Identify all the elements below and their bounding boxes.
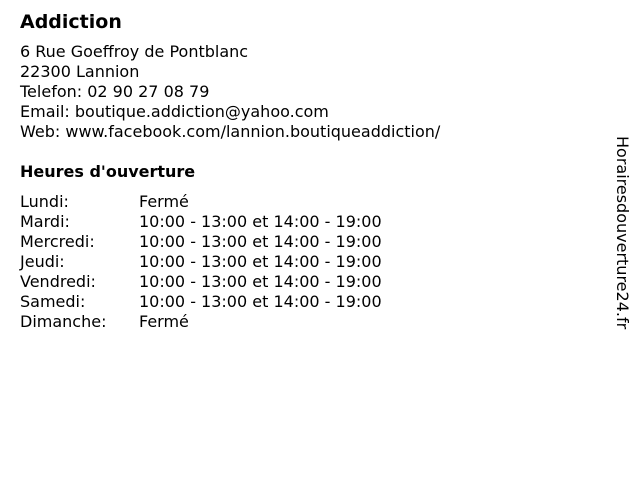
day-hours: 10:00 - 13:00 et 14:00 - 19:00 — [139, 232, 382, 251]
email-line: Email: boutique.addiction@yahoo.com — [20, 102, 329, 121]
day-hours: Fermé — [139, 312, 189, 331]
day-hours: 10:00 - 13:00 et 14:00 - 19:00 — [139, 252, 382, 271]
opening-hours-heading: Heures d'ouverture — [20, 162, 196, 181]
day-label: Jeudi: — [20, 252, 65, 271]
phone-line: Telefon: 02 90 27 08 79 — [20, 82, 210, 101]
day-label: Vendredi: — [20, 272, 96, 291]
hours-row-vendredi — [20, 272, 600, 292]
day-label: Mardi: — [20, 212, 70, 231]
hours-row-jeudi — [20, 252, 600, 272]
day-label: Samedi: — [20, 292, 86, 311]
day-label: Lundi: — [20, 192, 69, 211]
hours-row-mardi — [20, 212, 600, 232]
address-city: 22300 Lannion — [20, 62, 140, 81]
hours-row-samedi — [20, 292, 600, 312]
day-hours: 10:00 - 13:00 et 14:00 - 19:00 — [139, 292, 382, 311]
day-label: Mercredi: — [20, 232, 95, 251]
opening-hours-table — [20, 192, 600, 332]
day-hours: Fermé — [139, 192, 189, 211]
day-label: Dimanche: — [20, 312, 107, 331]
hours-row-dimanche — [20, 312, 600, 332]
day-hours: 10:00 - 13:00 et 14:00 - 19:00 — [139, 212, 382, 231]
day-hours: 10:00 - 13:00 et 14:00 - 19:00 — [139, 272, 382, 291]
business-card — [20, 10, 600, 332]
business-name: Addiction — [20, 11, 122, 33]
site-watermark: Horairesdouverture24.fr — [613, 136, 632, 330]
web-line: Web: www.facebook.com/lannion.boutiqueaddiction/ — [20, 122, 441, 141]
address-street: 6 Rue Goeffroy de Pontblanc — [20, 42, 249, 61]
hours-row-lundi — [20, 192, 600, 212]
hours-row-mercredi — [20, 232, 600, 252]
